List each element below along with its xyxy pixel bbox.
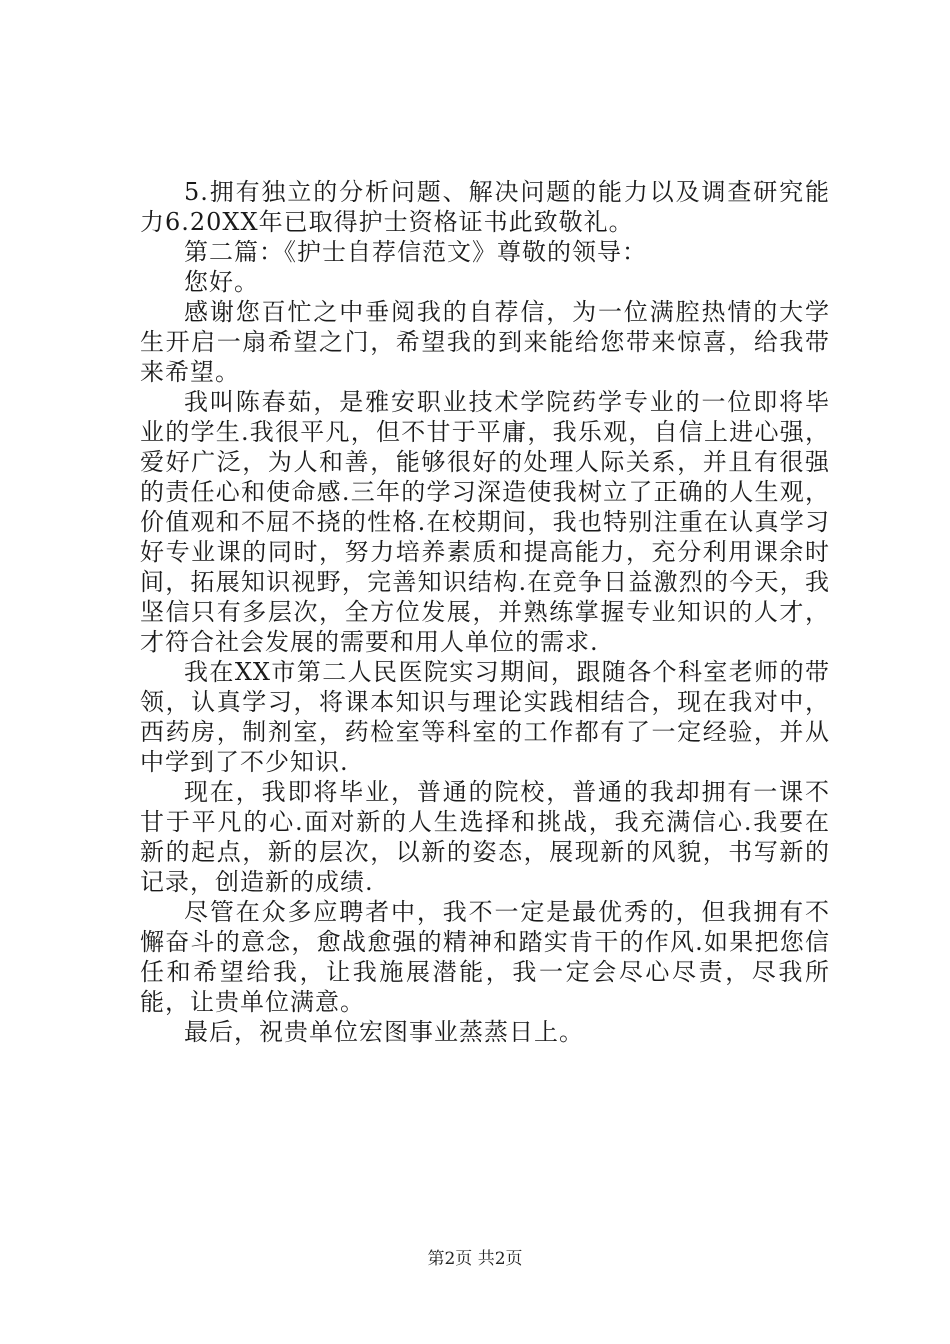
paragraph-thanks: 感谢您百忙之中垂阅我的自荐信，为一位满腔热情的大学生开启一扇希望之门，希望我的到来能给您带来惊喜，给我带来希望。 [140, 298, 830, 386]
paragraph-commitment: 尽管在众多应聘者中，我不一定是最优秀的，但我拥有不懈奋斗的意念，愈战愈强的精神和踏实肯干的作风.如果把您信任和希望给我，让我施展潜能，我一定会尽心尽责，尽我所能，让贵单位满意。 [140, 898, 830, 1016]
paragraph-skills: 5.拥有独立的分析问题、解决问题的能力以及调查研究能力6.20XX年已取得护士资格证书此致敬礼。 [140, 178, 830, 236]
document-body [140, 177, 830, 1047]
page-number-label: 第2页 共2页 [427, 1249, 523, 1269]
paragraph-second-letter-heading: 第二篇：《护士自荐信范文》尊敬的领导： [184, 238, 647, 266]
page-footer [0, 1244, 950, 1269]
paragraph-self-intro: 我叫陈春茹，是雅安职业技术学院药学专业的一位即将毕业的学生.我很平凡，但不甘于平庸，我乐观，自信上进心强，爱好广泛，为人和善，能够很好的处理人际关系，并且有很强的责任心和使命感.三年的学习深造使我树立了正确的人生观，价值观和不屈不挠的性格.在校期间，我也特别注重在认真学习好专业课的同时，努力培养素质和提高能力，充分利用课余时间，拓展知识视野，完善知识结构.在竞争日益激烈的今天，我坚信只有多层次，全方位发展，并熟练掌握专业知识的人才，才符合社会发展的需要和用人单位的需求. [140, 388, 830, 656]
paragraph-closing: 最后，祝贵单位宏图事业蒸蒸日上。 [184, 1018, 584, 1046]
paragraph-graduation: 现在，我即将毕业，普通的院校，普通的我却拥有一课不甘于平凡的心.面对新的人生选择和挑战，我充满信心.我要在新的起点，新的层次，以新的姿态，展现新的风貌，书写新的记录，创造新的成绩. [140, 778, 830, 896]
paragraph-greeting: 您好。 [184, 268, 259, 296]
paragraph-internship: 我在XX市第二人民医院实习期间，跟随各个科室老师的带领，认真学习，将课本知识与理论实践相结合，现在我对中，西药房，制剂室，药检室等科室的工作都有了一定经验，并从中学到了不少知识. [140, 658, 830, 776]
